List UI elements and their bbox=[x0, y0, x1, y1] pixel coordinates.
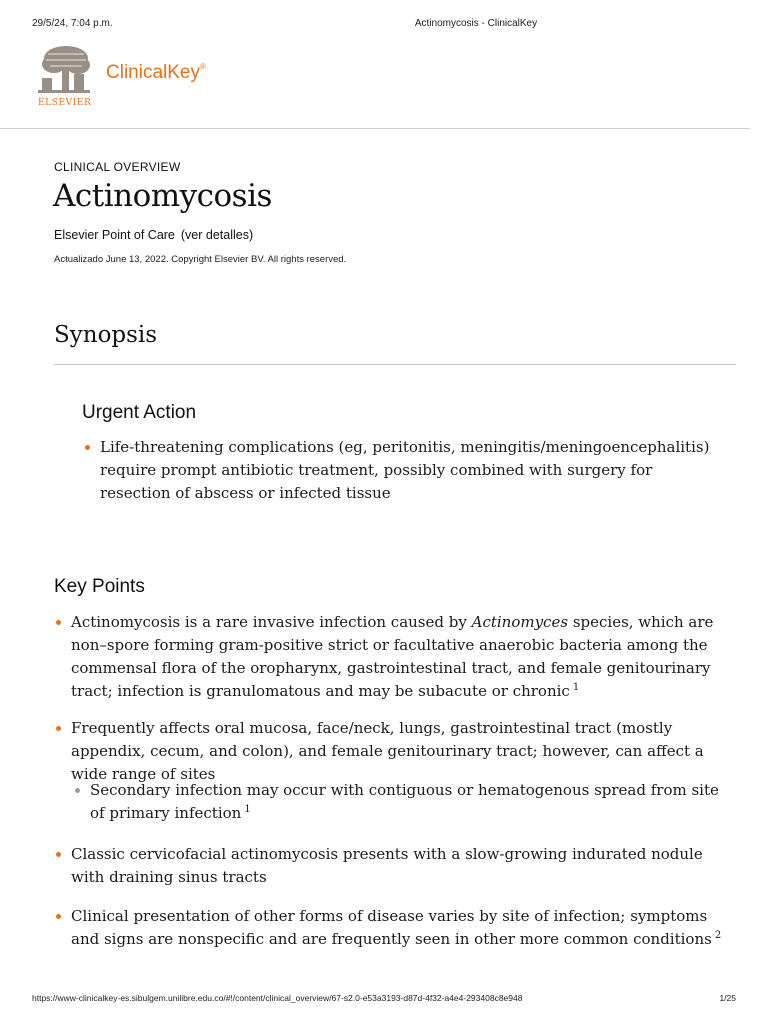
elsevier-wordmark: ELSEVIER bbox=[38, 98, 92, 108]
synopsis-divider bbox=[54, 364, 736, 365]
page-title: Actinomycosis bbox=[53, 178, 272, 214]
page-url: https://www-clinicalkey-es.sibulgem.unilibre.edu.co/#!/content/clinical_overview/67-s2.0-e53a3193-d87d-4f32-a4e4-293408c8e948 bbox=[32, 993, 523, 1003]
print-header bbox=[32, 18, 736, 32]
reference-1[interactable]: 1 bbox=[244, 804, 251, 815]
content-type-label: CLINICAL OVERVIEW bbox=[54, 160, 181, 174]
bullet-icon bbox=[56, 726, 61, 731]
source-line bbox=[54, 228, 253, 242]
key-point-item: Frequently affects oral mucosa, face/neck, lungs, gastrointestinal tract (mostly appendix, cecum, and colon), and female genitourinary tract; however, can affect a wide range of sites bbox=[71, 717, 731, 786]
bullet-icon bbox=[56, 914, 61, 919]
updated-copyright: Actualizado June 13, 2022. Copyright Elsevier BV. All rights reserved. bbox=[54, 254, 347, 265]
print-date: 29/5/24, 7:04 p.m. bbox=[32, 18, 113, 29]
key-point-item: Classic cervicofacial actinomycosis presents with a slow-growing indurated nodule with draining sinus tracts bbox=[71, 843, 731, 889]
key-point-item: Clinical presentation of other forms of disease varies by site of infection; symptoms and signs are nonspecific and are frequently seen in other more common conditions $^2$ bbox=[71, 905, 731, 951]
print-title: Actinomycosis - ClinicalKey bbox=[414, 18, 538, 29]
page-number: 1/25 bbox=[719, 993, 736, 1003]
key-point-item: Actinomycosis is a rare invasive infection caused by Actinomyces species, which are non–spore forming gram-positive strict or facultative anaerobic bacteria among the commensal flora of the oropharynx, gastrointestinal tract, and female genitourinary tract; infection is granulomatous and may be subacute or chronic $^1$ bbox=[71, 611, 731, 703]
reference-1[interactable]: 1 bbox=[572, 682, 580, 693]
bullet-icon bbox=[85, 445, 90, 450]
clinicalkey-logo[interactable] bbox=[36, 44, 236, 110]
bullet-icon bbox=[56, 852, 61, 857]
sub-bullet-icon bbox=[75, 788, 80, 793]
key-points-heading: Key Points bbox=[54, 576, 145, 597]
bullet-icon bbox=[56, 620, 61, 625]
print-footer bbox=[32, 993, 736, 1007]
key-point-subitem: Secondary infection may occur with contiguous or hematogenous spread from site of primary infection $^1$ bbox=[90, 779, 720, 825]
synopsis-heading: Synopsis bbox=[54, 322, 158, 348]
source-name: Elsevier Point of Care bbox=[54, 228, 175, 242]
reference-2[interactable]: 2 bbox=[714, 930, 722, 941]
clinicalkey-wordmark: ClinicalKey® bbox=[106, 62, 206, 83]
view-details-link[interactable]: (ver detalles) bbox=[180, 228, 254, 242]
urgent-action-heading: Urgent Action bbox=[82, 402, 197, 423]
urgent-action-item: Life-threatening complications (eg, peritonitis, meningitis/meningoencephalitis) require prompt antibiotic treatment, possibly combined with surgery for resection of abscess or infected tissue bbox=[100, 436, 710, 505]
header-divider bbox=[0, 128, 750, 129]
